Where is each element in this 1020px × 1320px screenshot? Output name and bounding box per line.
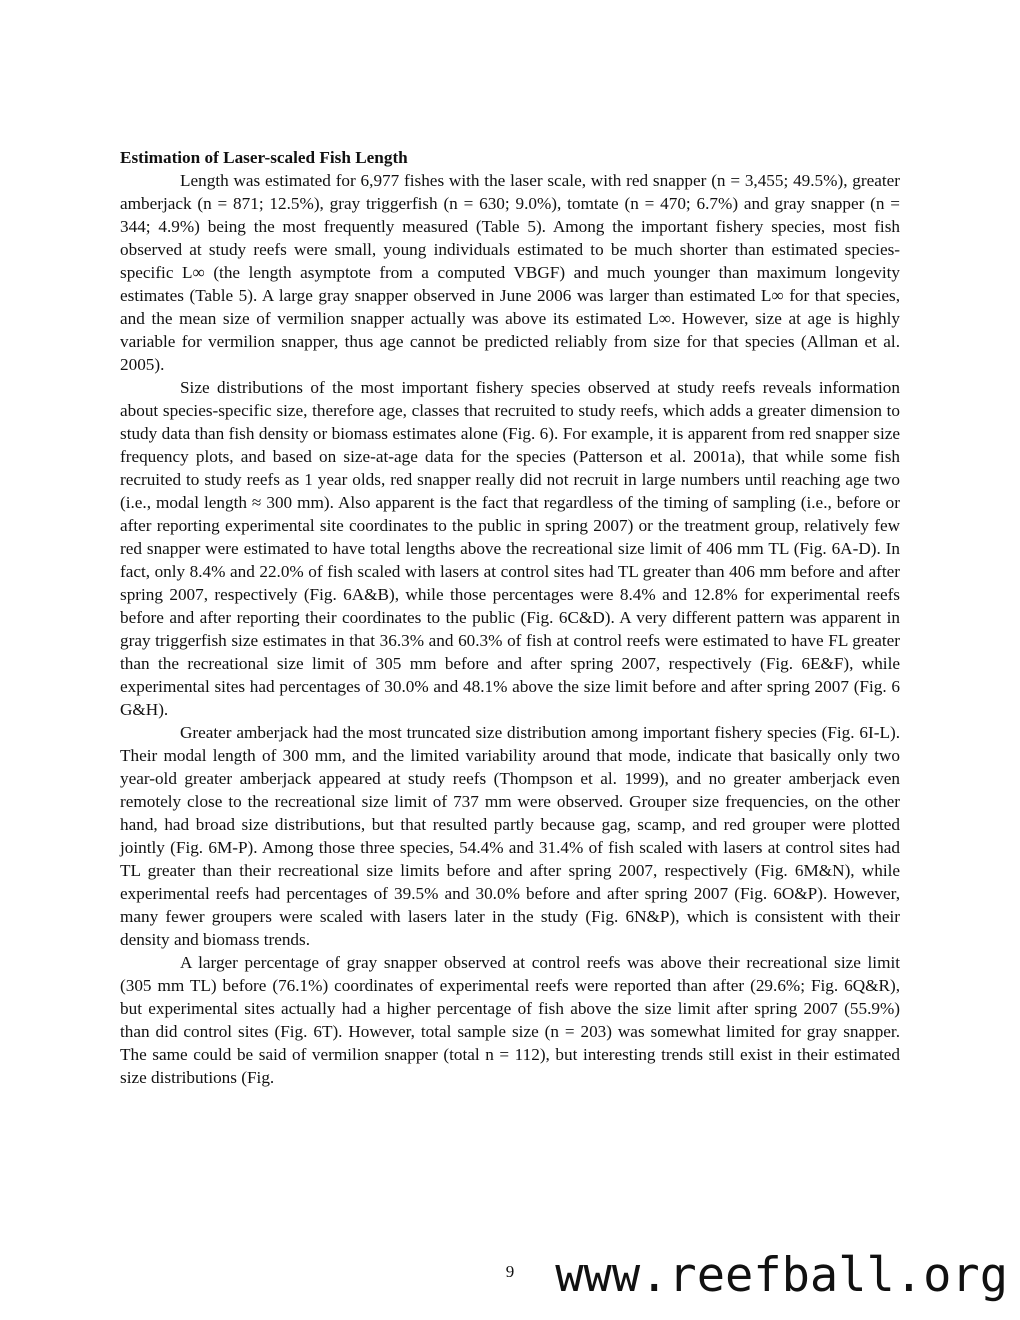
paragraph-4: A larger percentage of gray snapper observed at control reefs was above their recreational size limit (305 mm TL) before (76.1%) coordinates of experimental reefs were reported than after (29.6%; Fig. 6Q&R), but experimental sites actually had a higher percentage of fish above the size limit after spring 2007 (55.9%) than did control sites (Fig. 6T). However, total sample size (n = 203) was somewhat limited for gray snapper. The same could be said of vermilion snapper (total n = 112), but interesting trends still exist in their estimated size distributions (Fig. (120, 953, 900, 1087)
watermark-url: www.reefball.org (555, 1248, 1008, 1303)
paragraph-3: Greater amberjack had the most truncated size distribution among important fishery species (Fig. 6I-L). Their modal length of 300 mm, and the limited variability around that mode, indicate that basically only two year-old greater amberjack appeared at study reefs (Thompson et al. 1999), and no greater amberjack even remotely close to the recreational size limit of 737 mm were observed. Grouper size frequencies, on the other hand, had broad size distributions, but that resulted partly because gag, scamp, and red grouper were plotted jointly (Fig. 6M-P). Among those three species, 54.4% and 31.4% of fish scaled with lasers at control sites had TL greater than their recreational size limits before and after spring 2007, respectively (Fig. 6M&N), while experimental reefs had percentages of 39.5% and 30.0% before and after spring 2007 (Fig. 6O&P). However, many fewer groupers were scaled with lasers later in the study (Fig. 6N&P), which is consistent with their density and biomass trends. (120, 723, 900, 949)
document-body (120, 146, 900, 1089)
page-number: 9 (505, 1262, 515, 1281)
section-heading: Estimation of Laser-scaled Fish Length (120, 148, 408, 167)
paragraph-2: Size distributions of the most important fishery species observed at study reefs reveals information about species-specific size, therefore age, classes that recruited to study reefs, which adds a greater dimension to study data than fish density or biomass estimates alone (Fig. 6). For example, it is apparent from red snapper size frequency plots, and based on size-at-age data for the species (Patterson et al. 2001a), that while some fish recruited to study reefs as 1 year olds, red snapper really did not recruit in large numbers until reaching age two (i.e., modal length ≈ 300 mm). Also apparent is the fact that regardless of the timing of sampling (i.e., before or after reporting experimental site coordinates to the public in spring 2007) or the treatment group, relatively few red snapper were estimated to have total lengths above the recreational size limit of 406 mm TL (Fig. 6A-D). In fact, only 8.4% and 22.0% of fish scaled with lasers at control sites had TL greater than 406 mm before and after spring 2007, respectively (Fig. 6A&B), while those percentages were 8.4% and 12.8% for experimental reefs before and after reporting their coordinates to the public (Fig. 6C&D). A very different pattern was apparent in gray triggerfish size estimates in that 36.3% and 60.3% of fish at control reefs were estimated to have FL greater than the recreational size limit of 305 mm before and after spring 2007, respectively (Fig. 6E&F), while experimental sites had percentages of 30.0% and 48.1% above the size limit before and after spring 2007 (Fig. 6 G&H). (120, 378, 900, 719)
paragraph-1: Length was estimated for 6,977 fishes with the laser scale, with red snapper (n = 3,455; 49.5%), greater amberjack (n = 871; 12.5%), gray triggerfish (n = 630; 9.0%), tomtate (n = 470; 6.7%) and gray snapper (n = 344; 4.9%) being the most frequently measured (Table 5). Among the important fishery species, most fish observed at study reefs were small, young individuals estimated to be much shorter than estimated species-specific L∞ (the length asymptote from a computed VBGF) and much younger than maximum longevity estimates (Table 5). A large gray snapper observed in June 2006 was larger than estimated L∞ for that species, and the mean size of vermilion snapper actually was above its estimated L∞. However, size at age is highly variable for vermilion snapper, thus age cannot be predicted reliably from size for that species (Allman et al. 2005). (120, 171, 900, 374)
